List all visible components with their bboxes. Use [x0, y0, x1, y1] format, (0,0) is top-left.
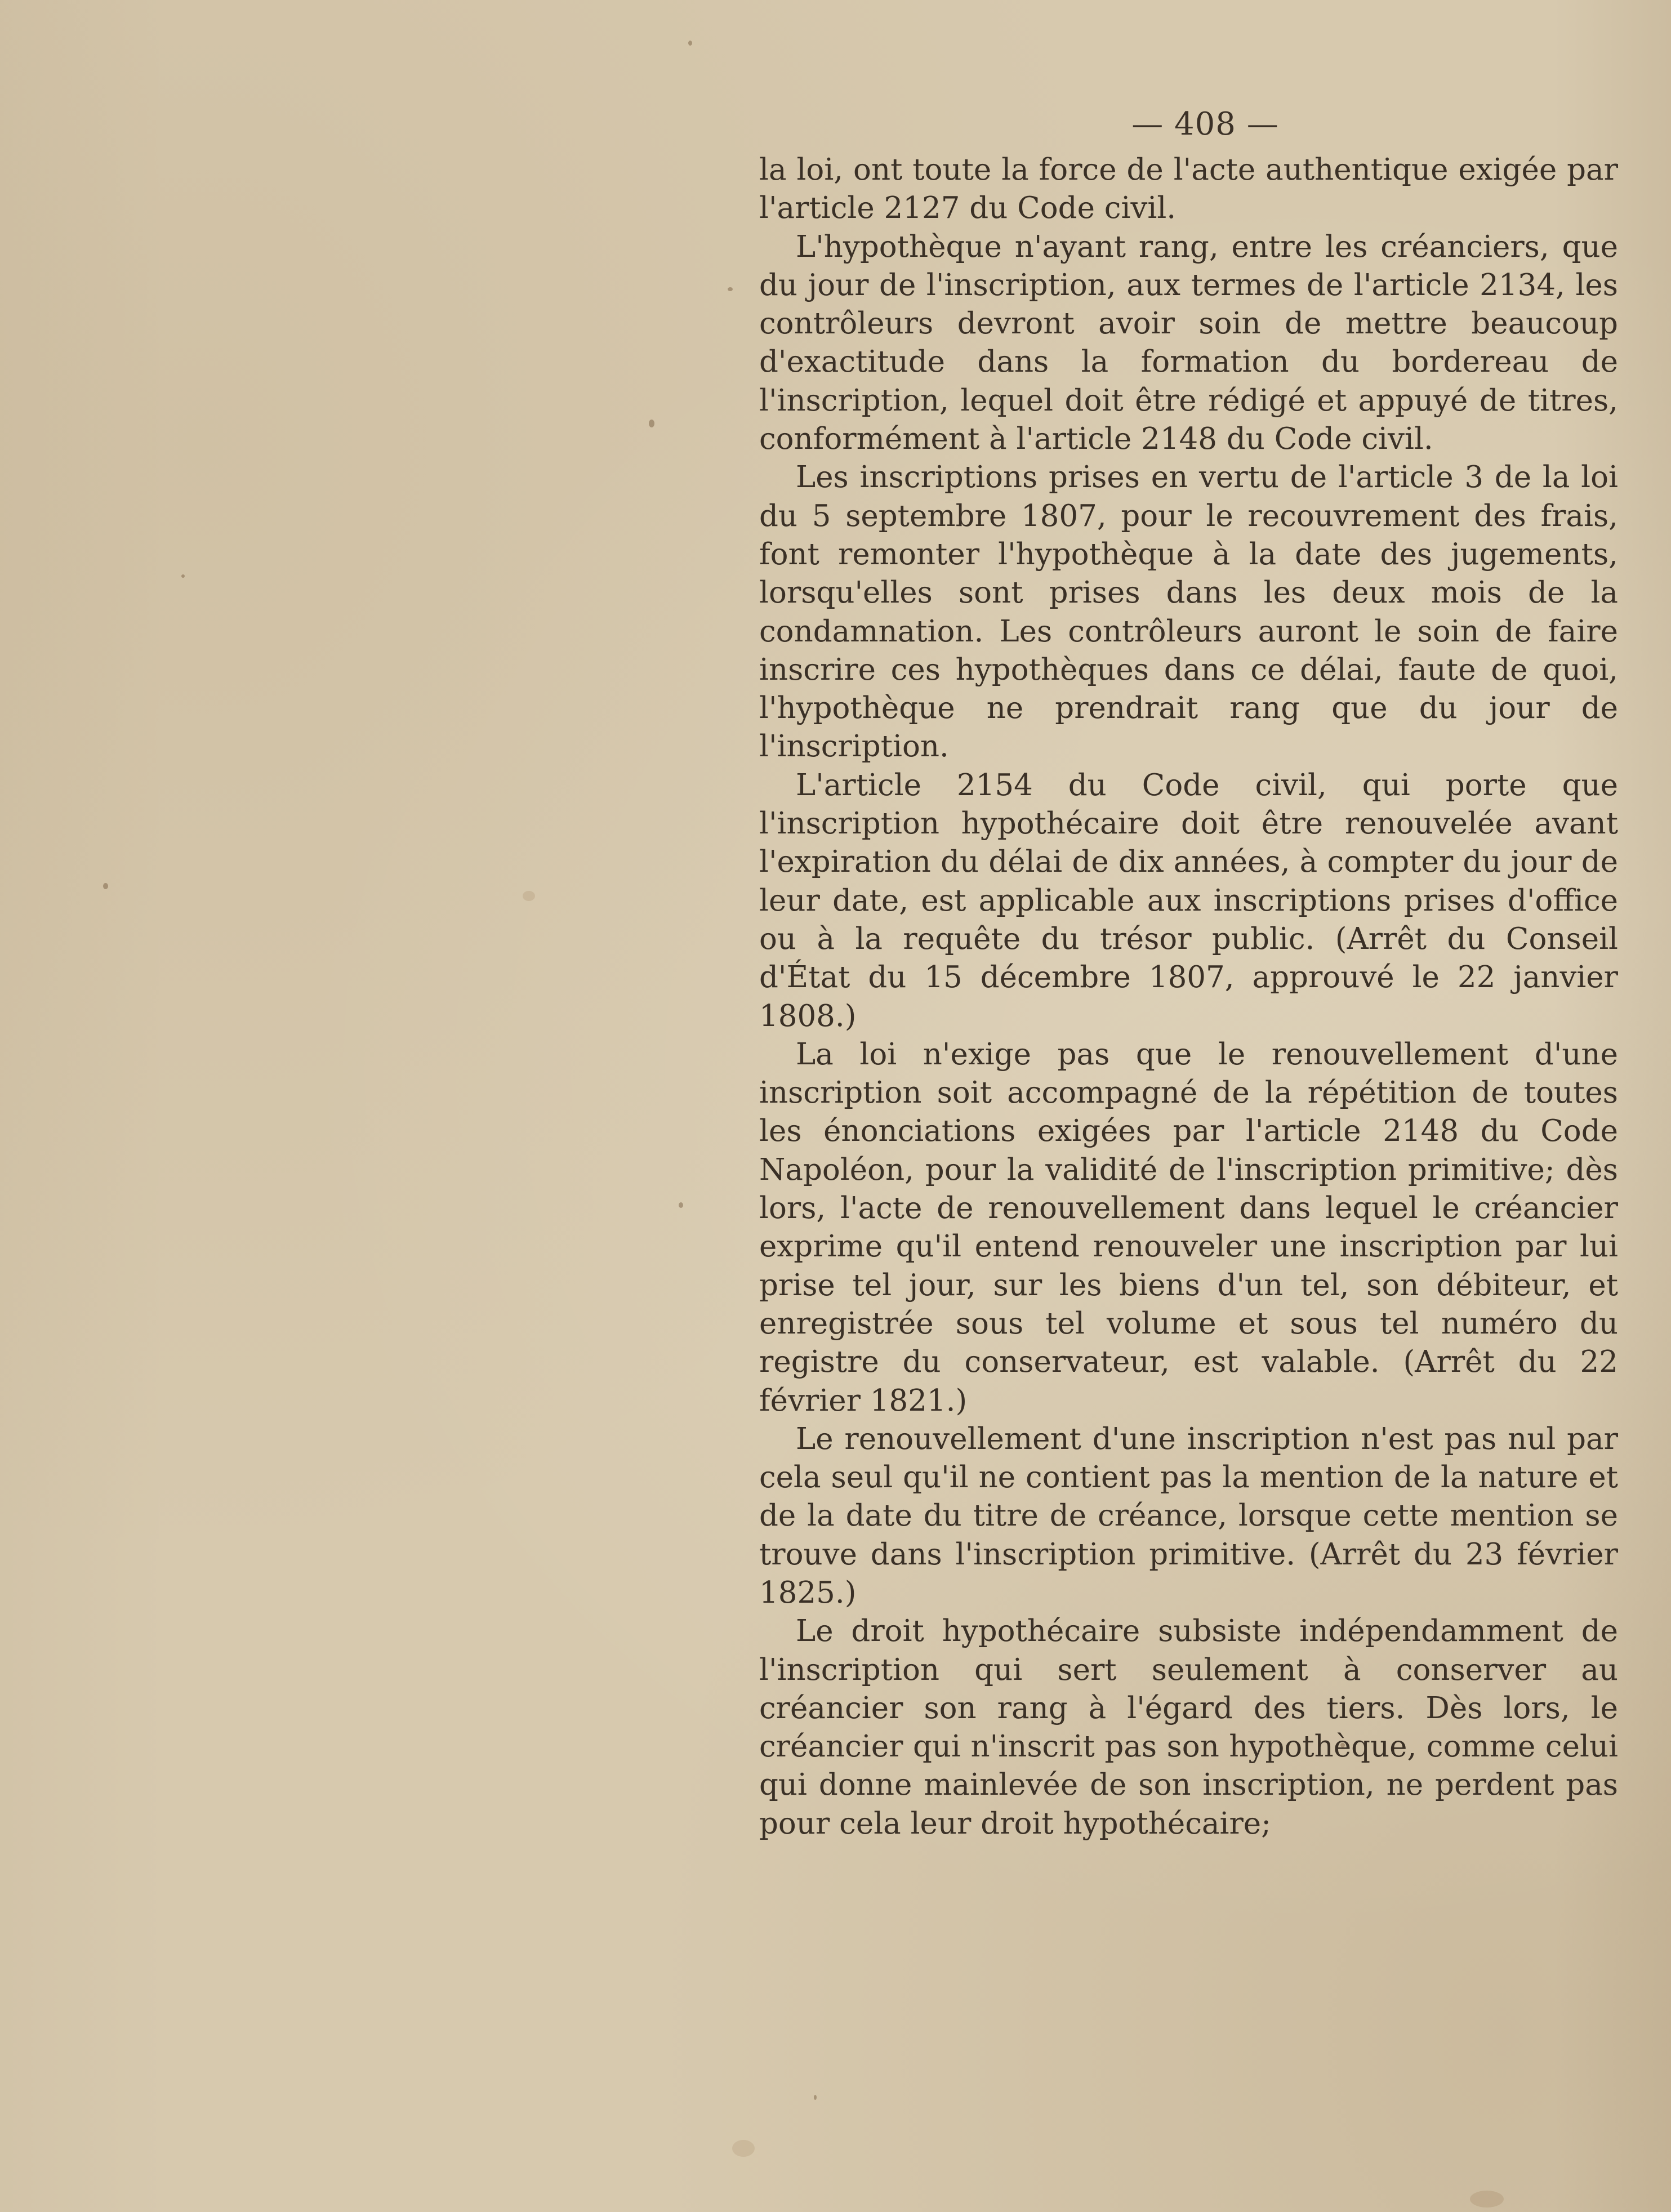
paper-speck [732, 2140, 755, 2157]
paragraph: La loi n'exige pas que le renouvellement d'une inscription soit accompagné de la répétition de toutes les énonciations exigées par l'article 2148 du Code Napoléon, pour la validité de l'inscription primitive; dès lors, l'acte de renouvellement dans lequel le créancier exprime qu'il entend renouveler une inscription par lui prise tel jour, sur les biens d'un tel, son débiteur, et enregistrée sous tel volume et sous tel numéro du registre du conservateur, est valable. (Arrêt du 22 février 1821.) [759, 1037, 1618, 1418]
paper-speck [1470, 2191, 1504, 2207]
paper-speck [679, 1202, 683, 1208]
paper-speck [688, 41, 692, 46]
page-number: — 408 — [1131, 106, 1279, 142]
paper-speck [103, 883, 108, 889]
paper-speck [181, 574, 185, 578]
paragraph: Les inscriptions prises en vertu de l'article 3 de la loi du 5 septembre 1807, pour le recouvrement des frais, font remonter l'hypothèque à la date des jugements, lorsqu'elles sont prises dans les deux mois de la condamnation. Les contrôleurs auront le soin de faire inscrire ces hypothèques dans ce délai, faute de quoi, l'hypothèque ne prendrait rang que du jour de l'inscription. [759, 460, 1618, 764]
paragraph: Le droit hypothécaire subsiste indépendamment de l'inscription qui sert seulement à conserver au créancier son rang à l'égard des tiers. Dès lors, le créancier qui n'inscrit pas son hypothèque, comme celui qui donne mainlevée de son inscription, ne perdent pas pour cela leur droit hypothécaire; [759, 1614, 1618, 1841]
paragraph: la loi, ont toute la force de l'acte authentique exigée par l'article 2127 du Code civil. [759, 153, 1618, 226]
paragraph: L'hypothèque n'ayant rang, entre les créanciers, que du jour de l'inscription, aux termes de l'article 2134, les contrôleurs devront avoir soin de mettre beaucoup d'exactitude dans la formation du bordereau de l'inscription, lequel doit être rédigé et appuyé de titres, conformément à l'article 2148 du Code civil. [759, 229, 1618, 457]
paper-speck [728, 287, 733, 291]
paragraph: L'article 2154 du Code civil, qui porte que l'inscription hypothécaire doit être renouvelée avant l'expiration du délai de dix années, à compter du jour de leur date, est applicable aux inscriptions prises d'office ou à la requête du trésor public. (Arrêt du Conseil d'État du 15 décembre 1807, approuvé le 22 janvier 1808.) [759, 768, 1618, 1033]
body-text [759, 151, 1618, 1843]
paragraph: Le renouvellement d'une inscription n'est pas nul par cela seul qu'il ne contient pas la mention de la nature et de la date du titre de créance, lorsque cette mention se trouve dans l'inscription primitive. (Arrêt du 23 février 1825.) [759, 1421, 1618, 1610]
paper-speck [649, 420, 654, 427]
paper-speck [523, 891, 535, 901]
paper-speck [814, 2095, 817, 2100]
